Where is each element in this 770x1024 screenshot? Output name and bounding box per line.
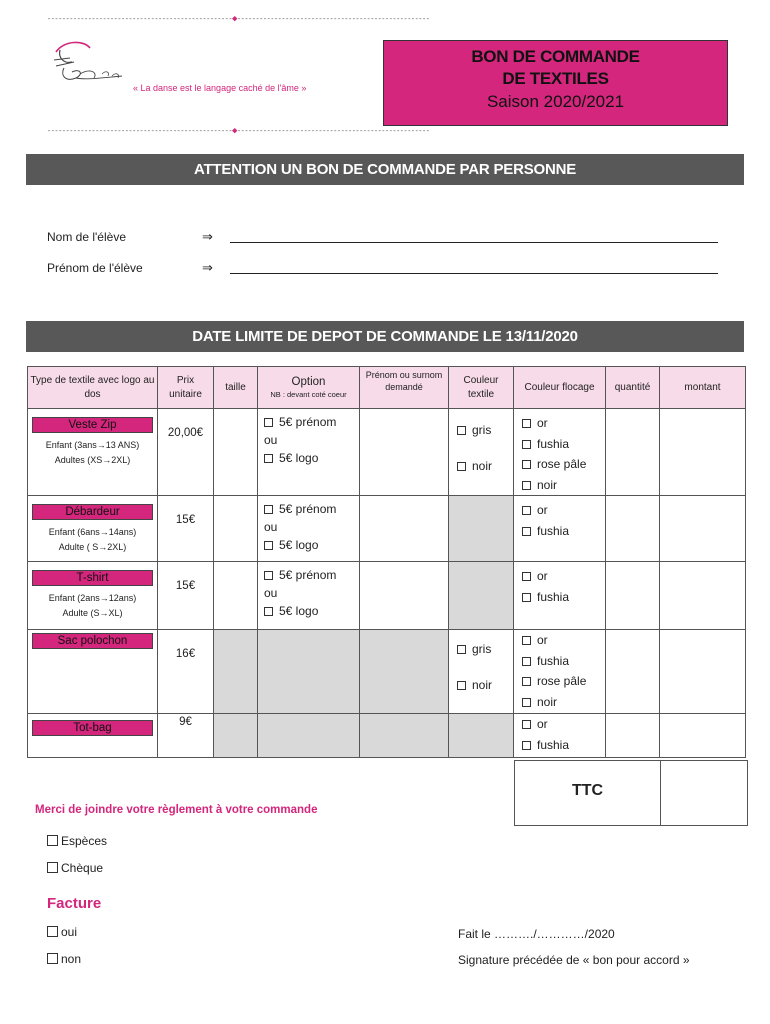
flocage-cell <box>514 496 606 562</box>
especes-checkbox[interactable]: Espèces <box>47 834 107 848</box>
cheque-checkbox[interactable]: Chèque <box>47 861 103 875</box>
flocage-fushia-checkbox[interactable]: fushia <box>522 434 605 455</box>
taille-input[interactable] <box>214 496 258 562</box>
textile-cell-disabled <box>449 714 514 758</box>
product-cell <box>28 496 158 562</box>
size-range: Adultes (XS→2XL) <box>54 455 131 465</box>
option-or: ou <box>264 520 278 534</box>
table-row <box>28 496 746 562</box>
montant-input[interactable] <box>660 630 746 714</box>
arrow-icon: ⇒ <box>202 229 213 244</box>
montant-input[interactable] <box>660 562 746 630</box>
table-header-row <box>28 367 746 409</box>
header-option-note: NB : devant coté coeur <box>270 390 347 400</box>
product-cell <box>28 409 158 496</box>
option-cell-disabled <box>258 630 360 714</box>
table-row <box>28 409 746 496</box>
flocage-fushia-checkbox[interactable]: fushia <box>522 521 605 542</box>
tagline: « La danse est le langage caché de l'âme » <box>133 83 307 93</box>
flocage-fushia-checkbox[interactable]: fushia <box>522 735 605 756</box>
quantite-input[interactable] <box>606 714 660 758</box>
ttc-label: TTC <box>515 761 661 826</box>
option-cell-disabled <box>258 714 360 758</box>
signature-label: Signature précédée de « bon pour accord » <box>458 953 690 967</box>
flocage-cell <box>514 714 606 758</box>
header-couleur-flocage: Couleur flocage <box>514 367 606 409</box>
price: 16€ <box>158 630 214 714</box>
header-prix: Prix unitaire <box>158 367 214 409</box>
quantite-input[interactable] <box>606 562 660 630</box>
flocage-rose-checkbox[interactable]: rose pâle <box>522 671 605 692</box>
fait-le-field[interactable]: Fait le ………./…………/2020 <box>458 927 615 941</box>
prenom-label: Prénom de l'élève <box>47 261 143 275</box>
option-cell <box>258 562 360 630</box>
option-or: ou <box>264 433 278 447</box>
textile-cell-disabled <box>449 496 514 562</box>
option-cell <box>258 409 360 496</box>
flocage-or-checkbox[interactable]: or <box>522 566 605 587</box>
option-cell <box>258 496 360 562</box>
product-name: Veste Zip <box>32 417 153 433</box>
quantite-input[interactable] <box>606 496 660 562</box>
montant-input[interactable] <box>660 409 746 496</box>
flocage-cell <box>514 409 606 496</box>
option-or: ou <box>264 586 278 600</box>
nom-field[interactable] <box>230 229 718 243</box>
prenom-field[interactable] <box>230 260 718 274</box>
prenom-cell-disabled <box>360 714 449 758</box>
flocage-cell <box>514 630 606 714</box>
header-prenom: Prénom ou surnom demandé <box>360 367 449 409</box>
title-box <box>383 40 728 126</box>
header-type: Type de textile avec logo au dos <box>28 367 158 409</box>
montant-input[interactable] <box>660 496 746 562</box>
attention-banner: ATTENTION UN BON DE COMMANDE PAR PERSONNE <box>26 154 744 185</box>
textile-gris-checkbox[interactable]: gris <box>457 423 513 437</box>
taille-cell-disabled <box>214 714 258 758</box>
arrow-icon: ⇒ <box>202 260 213 275</box>
price: 9€ <box>158 714 214 758</box>
product-cell <box>28 630 158 714</box>
ttc-total-input[interactable] <box>661 761 748 826</box>
nom-label: Nom de l'élève <box>47 230 126 244</box>
quantite-input[interactable] <box>606 630 660 714</box>
taille-input[interactable] <box>214 409 258 496</box>
product-name: Tot-bag <box>32 720 153 736</box>
header-option-label: Option <box>291 375 326 388</box>
table-row <box>28 714 746 758</box>
flocage-or-checkbox[interactable]: or <box>522 714 605 735</box>
textile-noir-checkbox[interactable]: noir <box>457 678 513 692</box>
payment-note: Merci de joindre votre règlement à votre commande <box>35 804 318 816</box>
taille-cell-disabled <box>214 630 258 714</box>
price: 15€ <box>158 562 214 630</box>
option-logo-checkbox[interactable]: 5€ logo <box>264 536 355 554</box>
facture-oui-checkbox[interactable]: oui <box>47 925 77 939</box>
title-line-1: BON DE COMMANDE <box>471 47 640 66</box>
price: 15€ <box>158 496 214 562</box>
size-range: Adulte (S→XL) <box>62 608 123 618</box>
facture-title: Facture <box>47 895 102 912</box>
title-line-2: DE TEXTILES <box>502 69 609 88</box>
order-table <box>27 366 746 758</box>
product-name: Débardeur <box>32 504 153 520</box>
option-logo-checkbox[interactable]: 5€ logo <box>264 602 355 620</box>
size-range: Enfant (2ans→12ans) <box>48 593 137 603</box>
product-cell <box>28 714 158 758</box>
price: 20,00€ <box>158 409 214 496</box>
header-montant: montant <box>660 367 746 409</box>
flocage-cell <box>514 562 606 630</box>
facture-non-checkbox[interactable]: non <box>47 952 81 966</box>
size-range: Adulte ( S→2XL) <box>58 542 127 552</box>
flocage-or-checkbox[interactable]: or <box>522 630 605 651</box>
ttc-table <box>514 760 748 826</box>
option-logo-checkbox[interactable]: 5€ logo <box>264 449 355 467</box>
option-prenom-checkbox[interactable]: 5€ prénom <box>264 566 355 584</box>
prenom-input[interactable] <box>360 562 449 630</box>
deadline-banner: DATE LIMITE DE DEPOT DE COMMANDE LE 13/11/2020 <box>26 321 744 352</box>
header-option <box>258 367 360 409</box>
table-row <box>28 562 746 630</box>
table-row <box>28 630 746 714</box>
montant-input[interactable] <box>660 714 746 758</box>
product-name: T-shirt <box>32 570 153 586</box>
header-quantite: quantité <box>606 367 660 409</box>
prenom-input[interactable] <box>360 496 449 562</box>
flocage-or-checkbox[interactable]: or <box>522 413 605 434</box>
dancer-logo-icon <box>50 38 130 90</box>
prenom-input[interactable] <box>360 409 449 496</box>
product-name: Sac polochon <box>32 633 153 649</box>
flocage-fushia-checkbox[interactable]: fushia <box>522 587 605 608</box>
flocage-noir-checkbox[interactable]: noir <box>522 692 605 713</box>
textile-cell <box>449 409 514 496</box>
flocage-noir-checkbox[interactable]: noir <box>522 475 605 496</box>
top-divider: --------------------------------------------------◆---------------------------------------------------- <box>47 14 430 24</box>
bottom-divider: --------------------------------------------------◆---------------------------------------------------- <box>47 126 430 136</box>
title-season: Saison 2020/2021 <box>486 92 625 111</box>
textile-cell <box>449 630 514 714</box>
textile-noir-checkbox[interactable]: noir <box>457 459 513 473</box>
prenom-cell-disabled <box>360 630 449 714</box>
product-cell <box>28 562 158 630</box>
option-prenom-checkbox[interactable]: 5€ prénom <box>264 413 355 431</box>
flocage-fushia-checkbox[interactable]: fushia <box>522 651 605 672</box>
header-taille: taille <box>214 367 258 409</box>
flocage-rose-checkbox[interactable]: rose pâle <box>522 454 605 475</box>
textile-cell-disabled <box>449 562 514 630</box>
size-range: Enfant (6ans→14ans) <box>48 527 137 537</box>
taille-input[interactable] <box>214 562 258 630</box>
option-prenom-checkbox[interactable]: 5€ prénom <box>264 500 355 518</box>
size-range: Enfant (3ans→13 ANS) <box>45 440 140 450</box>
quantite-input[interactable] <box>606 409 660 496</box>
textile-gris-checkbox[interactable]: gris <box>457 642 513 656</box>
flocage-or-checkbox[interactable]: or <box>522 500 605 521</box>
header-couleur-textile: Couleur textile <box>449 367 514 409</box>
